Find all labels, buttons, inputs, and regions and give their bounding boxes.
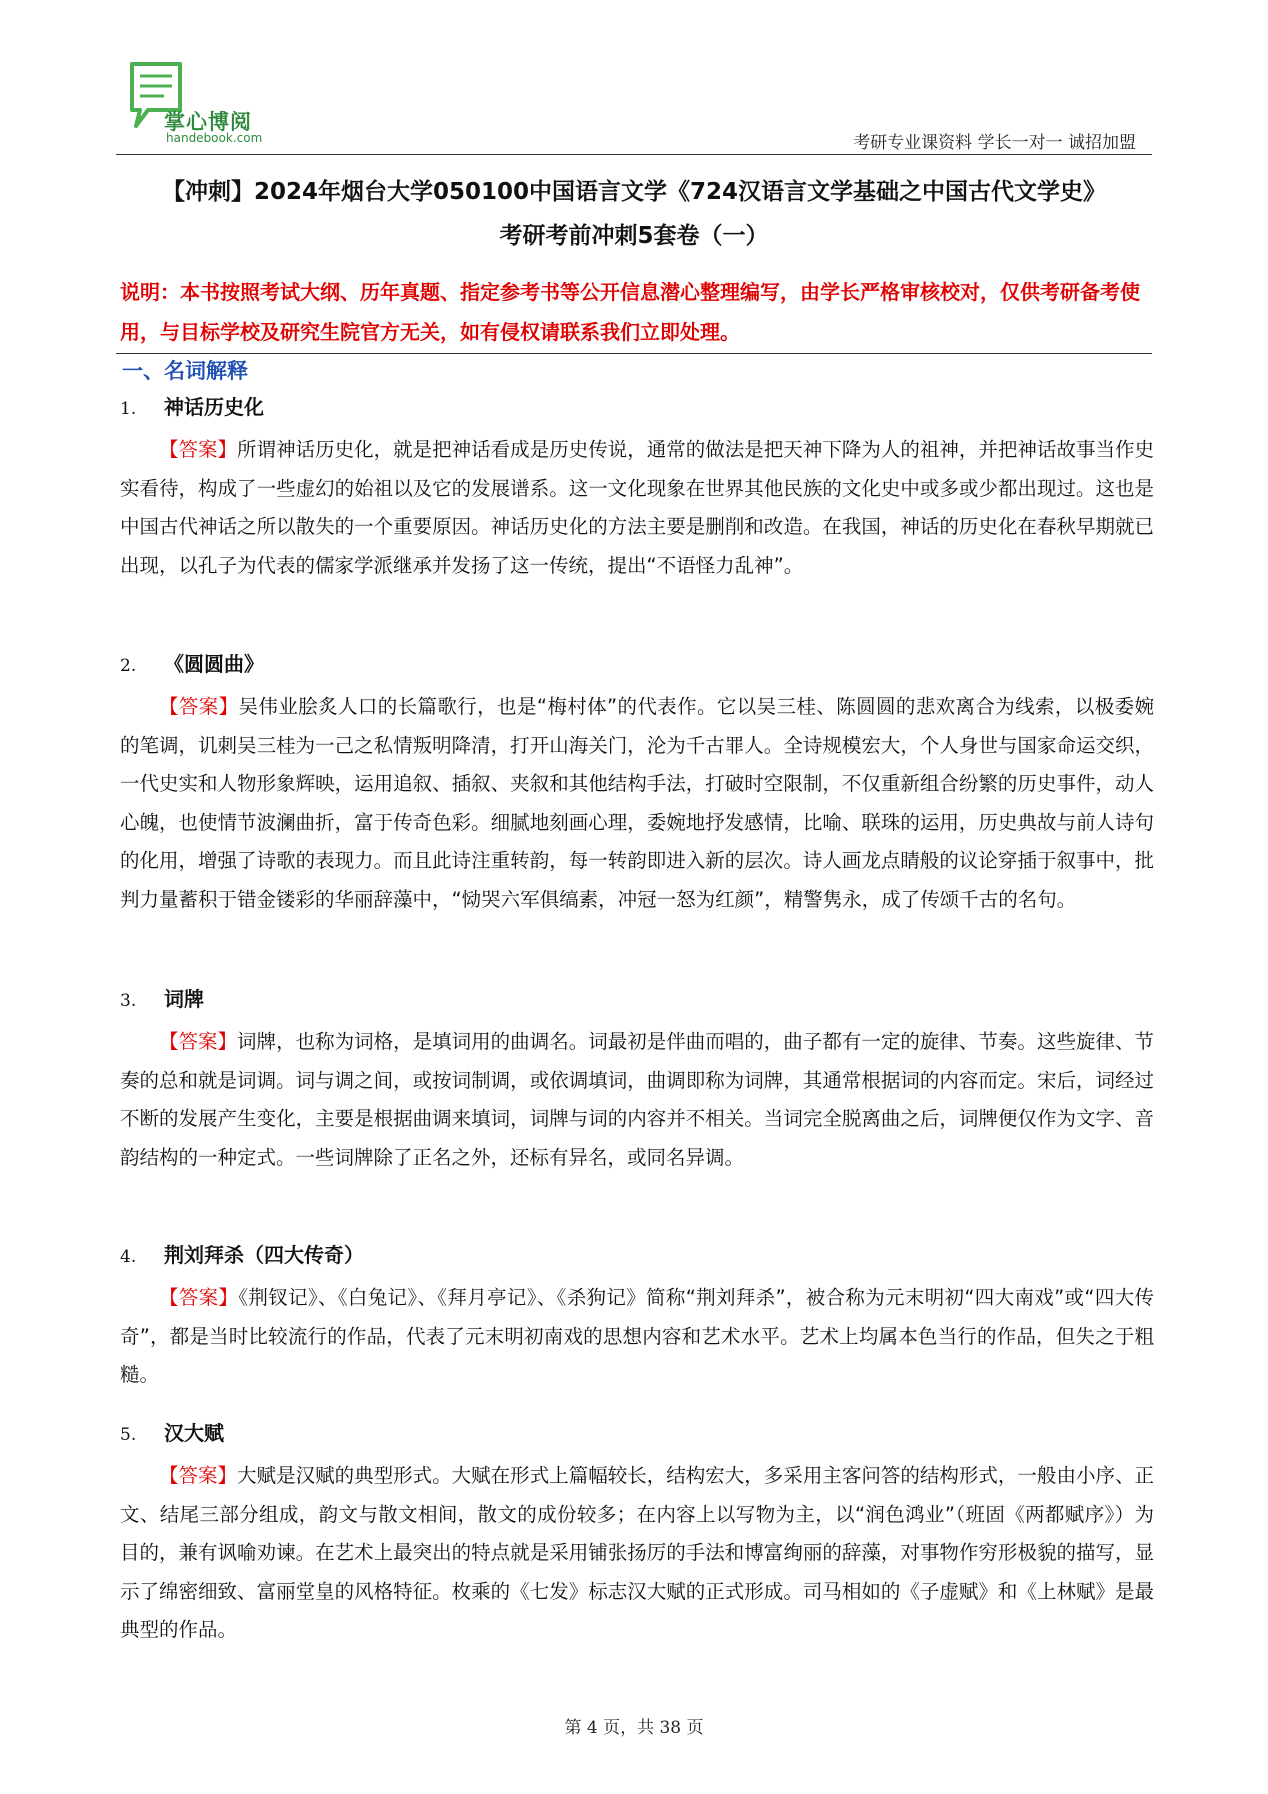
entry-number: 3. [120,991,137,1011]
logo-url: handebook.com [166,131,263,145]
term-entry-1 [120,392,1154,585]
header-divider [116,154,1152,155]
entry-number: 4. [120,1247,137,1267]
answer-label: 【答案】 [159,1286,239,1309]
entry-number: 2. [120,656,137,676]
answer-label: 【答案】 [159,1464,238,1487]
entry-title: 神话历史化 [164,395,264,419]
term-entry-4 [120,1240,1154,1395]
answer-label: 【答案】 [159,695,239,718]
entry-number: 1. [120,399,137,419]
entry-title: 汉大赋 [164,1421,224,1445]
logo-text: 掌心博阅 [164,110,252,134]
answer-text: 吴伟业脍炙人口的长篇歌行，也是“梅村体”的代表作。它以吴三桂、陈圆圆的悲欢离合为线索，以极委婉的笔调，讥刺吴三桂为一己之私情叛明降清，打开山海关门，沦为千古罪人。全诗规模宏大，个人身世与国家命运交织，一代史实和人物形象辉映，运用追叙、插叙、夹叙和其他结构手法，打破时空限制，不仅重新组合纷繁的历史事件，动人心魄，也使情节波澜曲折，富于传奇色彩。细腻地刻画心理，委婉地抒发感情，比喻、联珠的运用，历史典故与前人诗句的化用，增强了诗歌的表现力。而且此诗注重转韵，每一转韵即进入新的层次。诗人画龙点睛般的议论穿插于叙事中，批判力量蓄积于错金镂彩的华丽辞藻中，“恸哭六军俱缟素，冲冠一怒为红颜”，精警隽永，成了传颂千古的名句。 [120,695,1154,911]
header-slogan: 考研专业课资料 学长一对一 诚招加盟 [853,133,1136,153]
entry-answer [120,1023,1154,1177]
entry-heading [120,1240,1154,1272]
entry-heading [120,649,1154,681]
entry-heading [120,392,1154,424]
document-title [116,170,1152,258]
entry-answer [120,1457,1154,1650]
title-line-1: 【冲刺】2024年烟台大学050100中国语言文学《724汉语言文学基础之中国古代文学史》 [161,179,1107,205]
answer-text: 大赋是汉赋的典型形式。大赋在形式上篇幅较长，结构宏大，多采用主客问答的结构形式，一般由小序、正文、结尾三部分组成，韵文与散文相间，散文的成份较多；在内容上以写物为主，以“润色鸿业”（班固《两都赋序》）为目的，兼有讽喻劝谏。在艺术上最突出的特点就是采用铺张扬厉的手法和博富绚丽的辞藻，对事物作穷形极貌的描写，显示了绵密细致、富丽堂皇的风格特征。枚乘的《七发》标志汉大赋的正式形成。司马相如的《子虚赋》和《上林赋》是最典型的作品。 [120,1464,1154,1641]
answer-label: 【答案】 [159,1030,238,1053]
notice-divider [116,353,1152,354]
entry-heading [120,984,1154,1016]
term-entry-5 [120,1418,1154,1650]
answer-text: 《荆钗记》、《白兔记》、《拜月亭记》、《杀狗记》简称“荆刘拜杀”，被合称为元末明初“四大南戏”或“四大传奇”，都是当时比较流行的作品，代表了元末明初南戏的思想内容和艺术水平。艺术上均属本色当行的作品，但失之于粗糙。 [120,1286,1154,1386]
entry-answer [120,431,1154,585]
entry-title: 荆刘拜杀（四大传奇） [164,1243,364,1267]
answer-label: 【答案】 [159,438,238,461]
answer-text: 词牌，也称为词格，是填词用的曲调名。词最初是伴曲而唱的，曲子都有一定的旋律、节奏。这些旋律、节奏的总和就是词调。词与调之间，或按词制调，或依调填词，曲调即称为词牌，其通常根据词的内容而定。宋后，词经过不断的发展产生变化，主要是根据曲调来填词，词牌与词的内容并不相关。当词完全脱离曲之后，词牌便仅作为文字、音韵结构的一种定式。一些词牌除了正名之外，还标有异名，或同名异调。 [120,1030,1154,1169]
term-entry-3 [120,984,1154,1177]
entry-title: 词牌 [164,987,204,1011]
entry-answer [120,688,1154,919]
page-footer: 第 4 页，共 38 页 [564,1718,704,1738]
entry-heading [120,1418,1154,1450]
disclaimer-notice: 说明：本书按照考试大纲、历年真题、指定参考书等公开信息潜心整理编写，由学长严格审核校对，仅供考研备考使用，与目标学校及研究生院官方无关，如有侵权请联系我们立即处理。 [120,280,1140,344]
entry-number: 5. [120,1425,137,1445]
answer-text: 所谓神话历史化，就是把神话看成是历史传说，通常的做法是把天神下降为人的祖神，并把神话故事当作史实看待，构成了一些虚幻的始祖以及它的发展谱系。这一文化现象在世界其他民族的文化史中或多或少都出现过。这也是中国古代神话之所以散失的一个重要原因。神话历史化的方法主要是删削和改造。在我国，神话的历史化在春秋早期就已出现，以孔子为代表的儒家学派继承并发扬了这一传统，提出“不语怪力乱神”。 [120,438,1154,577]
section-heading: 一、名词解释 [122,359,248,383]
entry-answer [120,1279,1154,1395]
title-line-2: 考研考前冲刺5套卷（一） [499,223,769,249]
term-entry-2 [120,649,1154,919]
entry-title: 《圆圆曲》 [164,652,264,676]
